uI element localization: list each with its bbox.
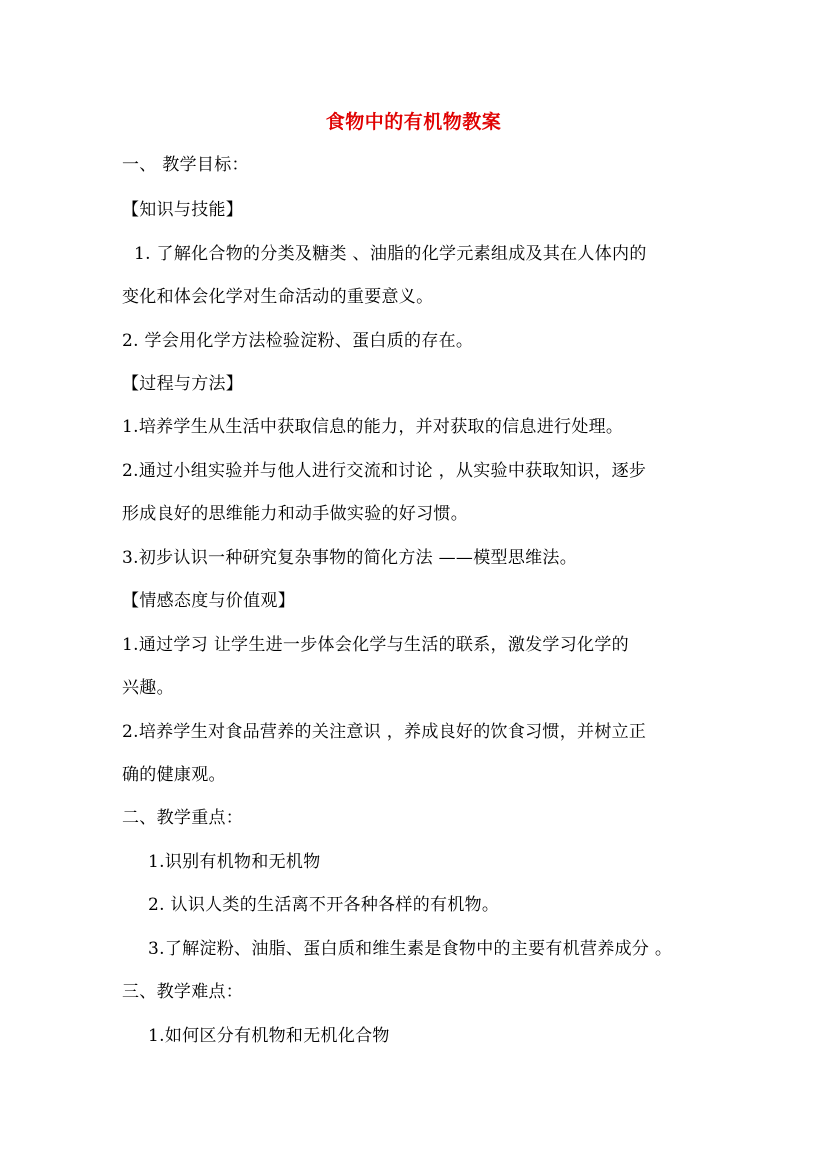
subheading-attitude: 【情感态度与价值观】 [122,591,295,611]
paragraph-line: 1. 了解化合物的分类及糖类 、油脂的化学元素组成及其在人体内的 [134,244,647,264]
paragraph-line: 2.培养学生对食品营养的关注意识 ，养成良好的饮食习惯，并树立正 [122,722,647,742]
paragraph-line: 3.初步认识一种研究复杂事物的简化方法 ——模型思维法。 [122,548,578,568]
paragraph-line: 2.通过小组实验并与他人进行交流和讨论 ，从实验中获取知识，逐步 [122,461,647,481]
document-title: 食物中的有机物教案 [325,111,502,133]
paragraph-line: 兴趣。 [122,678,174,698]
paragraph-line: 变化和体会化学对生命活动的重要意义。 [122,287,434,307]
list-item: 3.了解淀粉、油脂、蛋白质和维生素是食物中的主要有机营养成分 。 [148,939,673,959]
paragraph-line: 形成良好的思维能力和动手做实验的好习惯。 [122,504,468,524]
subheading-process: 【过程与方法】 [122,374,244,394]
list-item: 1.如何区分有机物和无机化合物 [148,1026,390,1046]
section-heading-key-points: 二、教学重点： [122,808,244,828]
section-heading-difficulties: 三、教学难点： [122,982,244,1002]
paragraph-line: 2. 学会用化学方法检验淀粉、蛋白质的存在。 [122,331,474,351]
paragraph-line: 1.培养学生从生活中获取信息的能力，并对获取的信息进行处理。 [122,417,624,437]
paragraph-line: 1.通过学习 让学生进一步体会化学与生活的联系，激发学习化学的 [122,635,629,655]
list-item: 1.识别有机物和无机物 [148,852,321,872]
list-item: 2. 认识人类的生活离不开各种各样的有机物。 [148,895,500,915]
section-heading-objectives: 一、 教学目标： [122,155,249,175]
paragraph-line: 确的健康观。 [122,765,226,785]
subheading-knowledge: 【知识与技能】 [122,200,244,220]
